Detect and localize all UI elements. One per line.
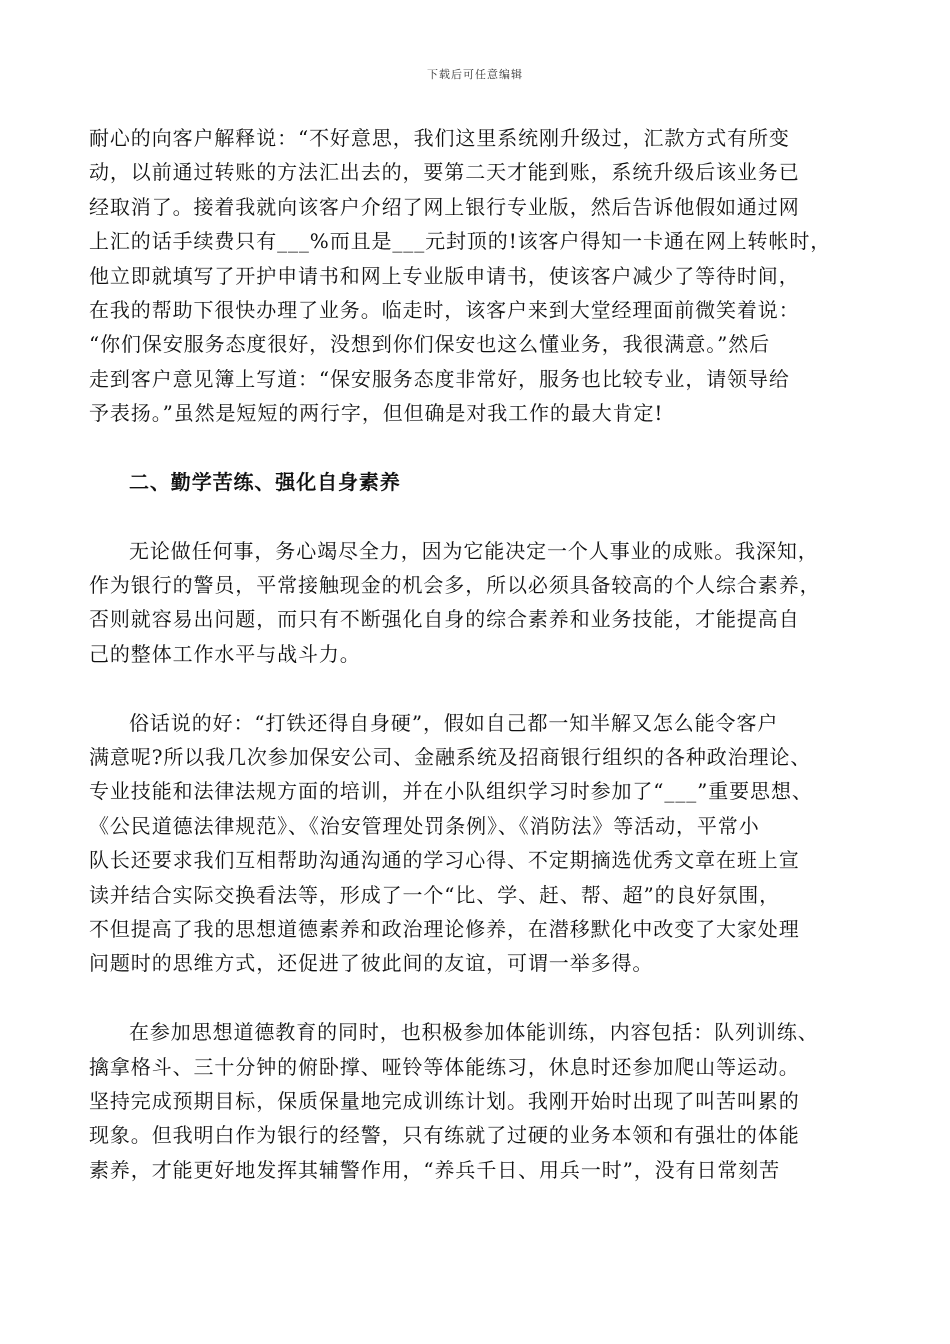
text-line: 满意呢?所以我几次参加保安公司、金融系统及招商银行组织的各种政治理论、 [89, 745, 812, 770]
text-line: 耐心的向客户解释说：“不好意思，我们这里系统刚升级过，汇款方式有所变 [89, 126, 790, 150]
paragraph [89, 121, 869, 431]
text-line: 不但提高了我的思想道德素养和政治理论修养，在潜移默化中改变了大家处理 [89, 916, 800, 941]
text-line: 问题时的思维方式，还促进了彼此间的友谊，可谓一举多得。 [89, 951, 654, 976]
text-line: 在参加思想道德教育的同时，也积极参加体能训练，内容包括：队列训练、 [129, 1020, 819, 1045]
text-line: 否则就容易出问题，而只有不断强化自身的综合素养和业务技能，才能提高自 [89, 607, 800, 632]
text-line: 俗话说的好：“打铁还得自身硬”，假如自己都一知半解又怎么能令客户 [129, 710, 779, 735]
text-line: 素养，才能更好地发挥其辅警作用，“养兵千日、用兵一时”，没有日常刻苦 [89, 1157, 781, 1182]
paragraph [89, 534, 869, 672]
text-line: 上汇的话手续费只有___%而且是___元封顶的!该客户得知一卡通在网上转帐时， [89, 229, 832, 254]
text-line: 无论做任何事，务心竭尽全力，因为它能决定一个人事业的成账。我深知， [129, 538, 819, 563]
section-heading [89, 465, 869, 499]
page-header-note: 下载后可任意编辑 [427, 68, 523, 81]
text-line: 队长还要求我们互相帮助沟通沟通的学习心得、不定期摘选优秀文章在班上宣 [89, 848, 800, 873]
text-line: 坚持完成预期目标，保质保量地完成训练计划。我刚开始时出现了叫苦叫累的 [89, 1088, 800, 1113]
text-line: 他立即就填写了开护申请书和网上专业版申请书，使该客户减少了等待时间， [89, 263, 800, 288]
text-line: 作为银行的警员，平常接触现金的机会多，所以必须具备较高的个人综合素养， [89, 573, 821, 598]
heading-text: 二、勤学苦练、强化自身素养 [129, 469, 401, 494]
text-line: 予表扬。”虽然是短短的两行字，但但确是对我工作的最大肯定! [89, 401, 664, 426]
text-line: “你们保安服务态度很好，没想到你们保安也这么懂业务，我很满意。”然后 [89, 332, 771, 357]
text-line: 在我的帮助下很快办理了业务。临走时，该客户来到大堂经理面前微笑着说： [89, 297, 800, 322]
text-line: 走到客户意见簿上写道：“保安服务态度非常好，服务也比较专业，请领导给 [89, 366, 790, 391]
text-line: 擒拿格斗、三十分钟的俯卧撑、哑铃等体能练习，休息时还参加爬山等运动。 [89, 1054, 800, 1079]
paragraph [89, 1015, 869, 1187]
text-line: 《公民道德法律规范》、《治安管理处罚条例》、《消防法》等活动，平常小 [89, 813, 760, 838]
text-line: 经取消了。接着我就向该客户介绍了网上银行专业版，然后告诉他假如通过网 [89, 194, 800, 219]
text-line: 动，以前通过转账的方法汇出去的，要第二天才能到账，系统升级后该业务已 [89, 160, 800, 185]
paragraph [89, 706, 869, 981]
text-line: 现象。但我明白作为银行的经警，只有练就了过硬的业务本领和有强壮的体能 [89, 1123, 800, 1148]
document-body [89, 121, 869, 1222]
text-line: 专业技能和法律法规方面的培训，并在小队组织学习时参加了“___”重要思想、 [89, 779, 813, 804]
text-line: 读并结合实际交换看法等，形成了一个“比、学、赶、帮、超”的良好氛围， [89, 882, 781, 907]
text-line: 己的整体工作水平与战斗力。 [89, 641, 361, 666]
